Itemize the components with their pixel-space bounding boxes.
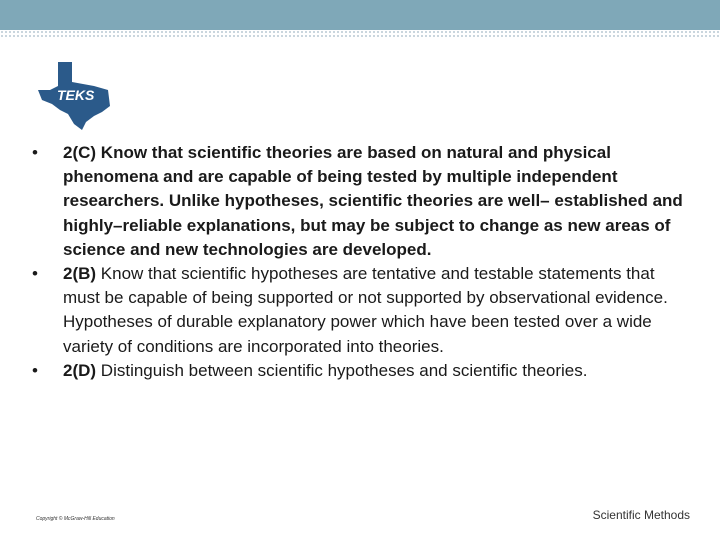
list-item (28, 141, 688, 262)
texas-map-icon (36, 60, 112, 130)
header-dot-pattern (0, 30, 720, 38)
list-item (28, 262, 688, 359)
header-band (0, 0, 720, 30)
objective-text: Know that scientific theories are based on natural and physical phenomena and are capable of being tested by multiple independent researchers. Unlike hypotheses, scientific theories are well– established and highly–reliable explanations, but may be subject to change as new areas of science and new technologies are developed. (63, 143, 683, 259)
logo-text: TEKS (57, 87, 95, 103)
objectives-list (28, 141, 688, 383)
objective-code: 2(C) (63, 143, 97, 162)
copyright-notice: Copyright © McGraw-Hill Education (36, 516, 115, 522)
slide-footer-title: Scientific Methods (592, 508, 690, 522)
objective-code: 2(D) (63, 360, 97, 380)
teks-logo (36, 60, 112, 130)
objective-text: Distinguish between scientific hypotheses and scientific theories. (100, 360, 588, 380)
objective-text: Know that scientific hypotheses are tentative and testable statements that must be capable of being supported or not supported by observational evidence. Hypotheses of durable explanatory power which have been tested over a wide variety of conditions are incorporated into theories. (63, 264, 668, 356)
objective-code: 2(B) (63, 264, 97, 284)
bullet-marker: • (32, 264, 38, 284)
list-item (28, 359, 688, 383)
bullet-marker: • (32, 360, 38, 380)
bullet-marker: • (32, 143, 38, 162)
